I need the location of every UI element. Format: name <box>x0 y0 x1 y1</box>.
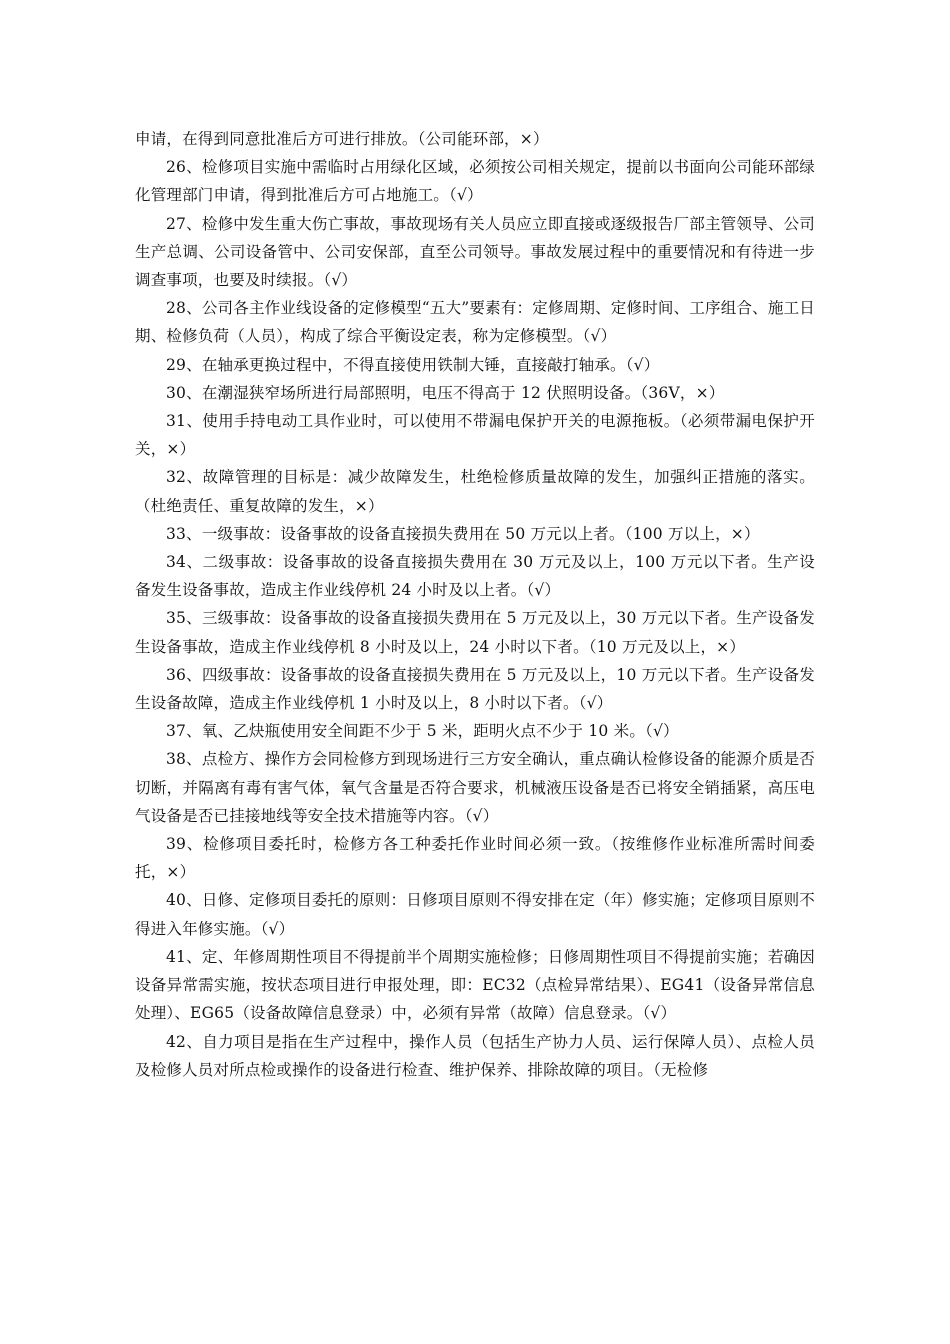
paragraph-continuation: 申请，在得到同意批准后方可进行排放。（公司能环部，×） <box>135 130 549 148</box>
paragraph-item-38: 38、点检方、操作方会同检修方到现场进行三方安全确认，重点确认检修设备的能源介质是否切断，并隔离有毒有害气体，氧气含量是否符合要求，机械液压设备是否已将安全销插紧，高压电气设备是否已挂接地线等安全技术措施等内容。（√） <box>135 750 815 825</box>
paragraph-item-33: 33、一级事故：设备事故的设备直接损失费用在 50 万元以上者。（100 万以上，×） <box>166 524 760 543</box>
paragraph-item-29: 29、在轴承更换过程中，不得直接使用铁制大锤，直接敲打轴承。（√） <box>166 355 660 374</box>
paragraph-item-41: 41、定、年修周期性项目不得提前半个周期实施检修；日修周期性项目不得提前实施；若确因设备异常需实施，按状态项目进行申报处理，即：EC32（点检异常结果）、EG41（设备异常信息处理）、EG65（设备故障信息登录）中，必须有异常（故障）信息登录。（√） <box>135 947 815 1023</box>
paragraph-item-32: 32、故障管理的目标是：减少故障发生，杜绝检修质量故障的发生，加强纠正措施的落实。（杜绝责任、重复故障的发生，×） <box>135 468 815 515</box>
paragraph-item-30: 30、在潮湿狭窄场所进行局部照明，电压不得高于 12 伏照明设备。（36V，×） <box>166 383 725 402</box>
paragraph-item-42: 42、自力项目是指在生产过程中，操作人员（包括生产协力人员、运行保障人员）、点检人员及检修人员对所点检或操作的设备进行检查、维护保养、排除故障的项目。（无检修 <box>135 1032 815 1079</box>
paragraph-item-35: 35、三级事故：设备事故的设备直接损失费用在 5 万元及以上，30 万元以下者。生产设备发生设备事故，造成主作业线停机 8 小时及以上，24 小时以下者。（10 万元及以上，×） <box>135 609 815 656</box>
paragraph-item-31: 31、使用手持电动工具作业时，可以使用不带漏电保护开关的电源拖板。（必须带漏电保护开关，×） <box>135 412 815 459</box>
document-body <box>135 125 815 1084</box>
paragraph-item-40: 40、日修、定修项目委托的原则：日修项目原则不得安排在定（年）修实施；定修项目原则不得进入年修实施。（√） <box>135 891 815 938</box>
paragraph-item-26: 26、检修项目实施中需临时占用绿化区域，必须按公司相关规定，提前以书面向公司能环部绿化管理部门申请，得到批准后方可占地施工。（√） <box>135 158 815 205</box>
paragraph-item-34: 34、二级事故：设备事故的设备直接损失费用在 30 万元及以上，100 万元以下者。生产设备发生设备事故，造成主作业线停机 24 小时及以上者。（√） <box>135 553 815 600</box>
paragraph-item-28: 28、公司各主作业线设备的定修模型“五大”要素有：定修周期、定修时间、工序组合、施工日期、检修负荷（人员），构成了综合平衡设定表，称为定修模型。（√） <box>135 299 815 346</box>
paragraph-item-27: 27、检修中发生重大伤亡事故，事故现场有关人员应立即直接或逐级报告厂部主管领导、公司生产总调、公司设备管中、公司安保部，直至公司领导。事故发展过程中的重要情况和有待进一步调查事项，也要及时续报。（√） <box>135 214 815 290</box>
paragraph-item-36: 36、四级事故：设备事故的设备直接损失费用在 5 万元及以上，10 万元以下者。生产设备发生设备故障，造成主作业线停机 1 小时及以上，8 小时以下者。（√） <box>135 665 815 713</box>
paragraph-item-37: 37、氧、乙炔瓶使用安全间距不少于 5 米，距明火点不少于 10 米。（√） <box>166 722 679 741</box>
paragraph-item-39: 39、检修项目委托时，检修方各工种委托作业时间必须一致。（按维修作业标准所需时间委托，×） <box>135 835 815 882</box>
